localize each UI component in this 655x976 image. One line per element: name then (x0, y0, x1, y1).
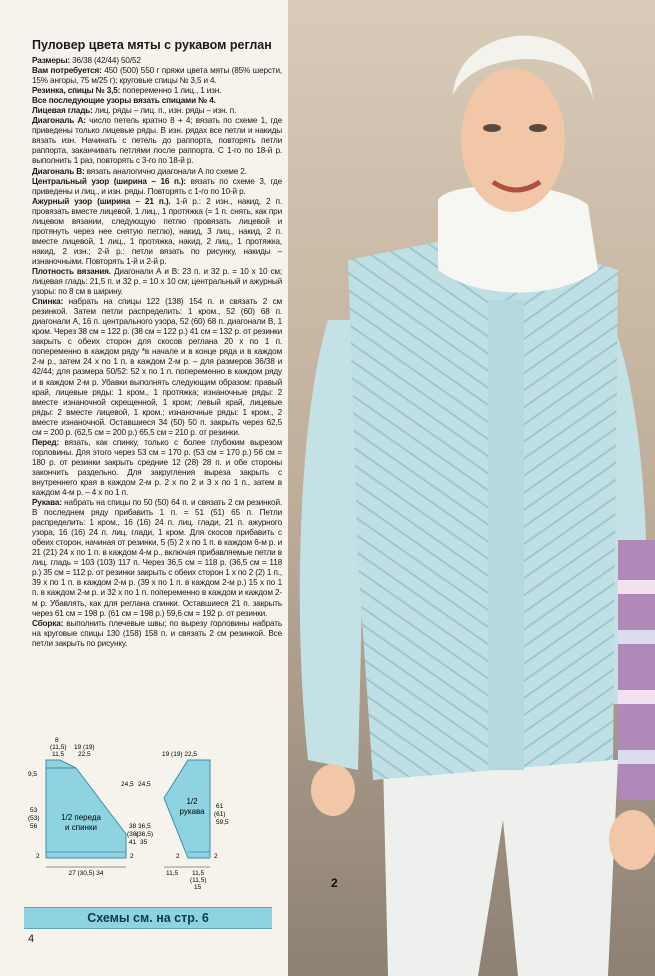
sleeve-dim-bot-b: 11,5 (192, 870, 205, 877)
body-dim-bottom-width: 27 (30,5) 34 (68, 870, 104, 877)
pattern-diagram (26, 734, 276, 892)
text-column (0, 0, 288, 976)
instruction-text: Диагонали А и В: 23 п. и 32 р. = 10 х 10 см; лицевая гладь: 21,5 п. и 32 р. = 10 х 10 см; центральный и ажурный узоры: по 8 см в ширину. (32, 266, 282, 297)
instruction-text: выполнить плечевые швы; по вырезу горловины набрать на круговые спицы 130 (158) 158 п. и связать 2 см резинкой. Все петли закрыть по рисунку. (32, 618, 282, 648)
instruction-paragraph (32, 438, 282, 498)
sleeve-dim-bot-d: 15 (194, 884, 202, 891)
body-dim-top-d: 19 (19) (74, 744, 95, 751)
sleeve-dim-right-1: 61 (216, 803, 224, 810)
instruction-paragraph (32, 619, 282, 649)
instruction-heading: Ажурный узор (ширина – 21 п.). (32, 196, 171, 206)
sleeve-dim-left-top: 24,5 (138, 781, 151, 788)
instruction-heading: Диагональ В: (32, 166, 85, 176)
sleeve-dim-right-3: 59,5 (216, 819, 229, 826)
body-dim-bottom-left: 2 (36, 853, 40, 860)
instruction-heading: Все последующие узоры вязать спицами № 4. (32, 96, 216, 106)
article-title: Пуловер цвета мяты с рукавом реглан (32, 38, 272, 52)
body-dim-right-2: (38) (127, 831, 139, 838)
sleeve-label-1: 1/2 (186, 797, 198, 806)
schema-reference-text: Схемы см. на стр. 6 (87, 911, 209, 925)
instruction-text: вязать по схеме 3, где приведены и лиц., и изн. ряды. Повторять с 1-го по 10-й р. (32, 176, 282, 196)
instruction-paragraph (32, 96, 282, 106)
instruction-text: число петель кратно 8 + 4; вязать по схеме 1, где приведены только лицевые ряды. В изн. рядах все петли и накиды вязать изн. Начинать с петель до раппорта, повторять петли раппорта, заканчивать петлями после раппорта. С 1-го по 18-й р. выполнить 1 раз, повторять с 3-го по 18-й р. (32, 116, 282, 166)
body-dim-right-top: 24,5 (121, 781, 134, 788)
body-piece-neck (46, 760, 76, 768)
page-number: 4 (28, 933, 35, 945)
sleeve-label-2: рукава (179, 807, 205, 816)
instruction-heading: Сборка: (32, 618, 64, 628)
instruction-heading: Диагональ А: (32, 116, 86, 126)
body-label-1: 1/2 переда (61, 813, 101, 822)
sleeve-dim-right-2: (61) (214, 811, 226, 818)
figure-number: 2 (331, 876, 338, 890)
instruction-text: 1-й р.: 2 изн., накид, 2 п. провязать вместе лицевой, 1 лиц., 1 протяжка (= 1 п. снять, как при лицевом вязании, следующую петлю провязать лицевой и протянуть через нее снятую петлю), накид, 3 лиц., накид, 2 п. вместе лицевой, 1 лиц., 1 протяжка, накид, 2 лиц., 1 протяжка, накид, 2 изн.; 2-й р.: петли вязать по рисунку, накиды – изнаночными. Повторять 1-й и 2-й р. (32, 196, 282, 266)
body-dim-right-3: 41 (129, 839, 137, 846)
instruction-text: набрать на спицы по 50 (50) 64 п. и связать 2 см резинкой. В последнем ряду прибавить 1 п. = 51 (51) 65 п. Петли распределить: 1 кром., 16 (16) 24 п. лиц. глади, 21 п. ажурного узора, 16 (16) 24 п. лиц. глади, 1 кром. Для скосов прибавить с обеих сторон, начиная от резинки, 5 (5) 2 х по 1 п. в каждом 6-м р. и 21 (21) 24 х по 1 п. в каждом 4-м р., включая прибавляемые петли в лиц. гладь = 103 (103) 117 п. Через 36,5 см = 118 р. (36,5 см = 118 р.) 35 см = 112 р. от резинки закрыть с обеих сторон 1 х по 2 (2) 1 п., 39 х по 1 п. в каждом 2-м р. (39 х по 1 п. в каждом 2-м р.) 15 х по 1 п. в каждом 2-м р. и 32 х по 1 п. попеременно в каждом и каждом 2-м р. Убавлять, как для реглана спинки. Оставшиеся 21 п. закрыть через 61 см = 198 р. (61 см = 198 р.) 59,6 см = 192 р. от резинки. (32, 498, 282, 618)
instruction-paragraph (32, 177, 282, 197)
sleeve-dim-mid-3: 35 (140, 839, 148, 846)
instruction-paragraph (32, 56, 282, 66)
body-dim-top-a: 8 (55, 737, 59, 744)
body-dim-top-c: 11,5 (52, 751, 65, 758)
sleeve-dim-mid-2: (36,5) (136, 831, 153, 838)
sleeve-dim-bot-c: (11,5) (190, 877, 207, 884)
instruction-text: вязать, как спинку, только с более глубоким вырезом горловины. Для этого через 53 см = 170 р. (53 см = 170 р.) 56 см = 180 р. от резинки закрыть средние 12 (28) 28 п. и обе стороны закончить раздельно. Для закругления выреза закрыть с внутреннего края в каждом 2-м р. 2 х по 2 и 3 х по 1 п., затем в каждом 4-м р. – 4 х по 1 п. (32, 437, 282, 498)
instruction-text: 450 (500) 550 г пряжи цвета мяты (85% шерсти, 15% ангоры, 75 м/25 г); круговые спицы № 3,5 и 4. (32, 66, 282, 86)
model-photo (288, 0, 655, 976)
instruction-text: попеременно 1 лиц., 1 изн. (120, 86, 222, 96)
instruction-paragraph (32, 106, 282, 116)
instruction-paragraph (32, 297, 282, 438)
instruction-paragraph (32, 116, 282, 166)
sleeve-dim-top: 19 (19) 22,5 (162, 751, 198, 758)
instruction-heading: Плотность вязания. (32, 266, 111, 276)
pattern-instructions (32, 56, 282, 649)
body-dim-right-1: 38 (129, 823, 137, 830)
body-dim-bottom-right: 2 (130, 853, 134, 860)
instruction-text: набрать на спицы 122 (138) 154 п. и связать 2 см резинкой. Затем петли распределить: 1 кром., 52 (60) 68 п. диагонали А, 16 п. центрального узора, 52 (60) 68 п. диагонали В, 1 кром. Через 38 см = 122 р. (38 см = 122 р.) 41 см = 132 р. от резинки закрыть с обеих сторон для скосов реглана 20 х по 1 п. попеременно в каждом ряду *в начале и в конце ряда и в каждом 2-м р., затем 24 х по 1 п. в каждом 2-м р. – для размеров 36/38 и 42/44; для размера 50/52: 52 х по 1 п. попеременно в каждом ряду и в каждом 2-м р. Убавки выполнять следующим образом: правый край, лицевые ряды: 1 кром., 1 протяжка; изнаночные ряды: 2 вместе изнаночной скрещенной, 1 кром; левый край, лицевые ряды: 2 вместе лицевой, 1 кром.; изнаночные ряды: 1 кром., 2 вместе изнаночной. Оставшиеся 34 (50) 50 п. закрыть через 62,5 см = 200 р. (62,5 см = 200 р.) 65,5 см = 210 р. от резинки. (32, 297, 282, 437)
instruction-text: лиц. ряды – лиц. п., изн. ряды – изн. п. (92, 106, 237, 116)
instruction-paragraph (32, 197, 282, 267)
instruction-heading: Резинка, спицы № 3,5: (32, 86, 121, 96)
schema-reference-banner (24, 907, 272, 929)
body-dim-left-2: (53) (28, 815, 40, 822)
instruction-heading: Спинка: (32, 297, 64, 307)
body-dim-left-3: 56 (30, 823, 38, 830)
instruction-heading: Рукава: (32, 498, 62, 508)
instruction-heading: Размеры: (32, 56, 71, 65)
instruction-paragraph (32, 66, 282, 86)
body-dim-top-b: (11,5) (50, 744, 67, 751)
instruction-paragraph (32, 267, 282, 297)
sleeve-dim-bottom-left: 2 (176, 853, 180, 860)
instruction-paragraph (32, 498, 282, 619)
body-label-2: и спинки (65, 823, 97, 832)
instruction-paragraph (32, 167, 282, 177)
instruction-text: 36/38 (42/44) 50/52 (70, 56, 141, 65)
model-photo-illustration (288, 0, 655, 976)
instruction-paragraph (32, 86, 282, 96)
body-dim-top-e: 22,5 (78, 751, 91, 758)
body-dim-left-top: 9,5 (28, 771, 38, 778)
sleeve-dim-mid-1: 36,5 (138, 823, 151, 830)
sleeve-dim-bottom-right: 2 (214, 853, 218, 860)
body-dim-left-1: 53 (30, 807, 38, 814)
instruction-heading: Лицевая гладь: (32, 106, 93, 116)
instruction-text: вязать аналогично диагонали А по схеме 2. (84, 166, 247, 176)
sleeve-dim-bot-a: 11,5 (166, 870, 179, 877)
instruction-heading: Перед: (32, 437, 60, 447)
instruction-heading: Центральный узор (ширина – 16 п.): (32, 176, 187, 186)
instruction-heading: Вам потребуется: (32, 66, 102, 76)
